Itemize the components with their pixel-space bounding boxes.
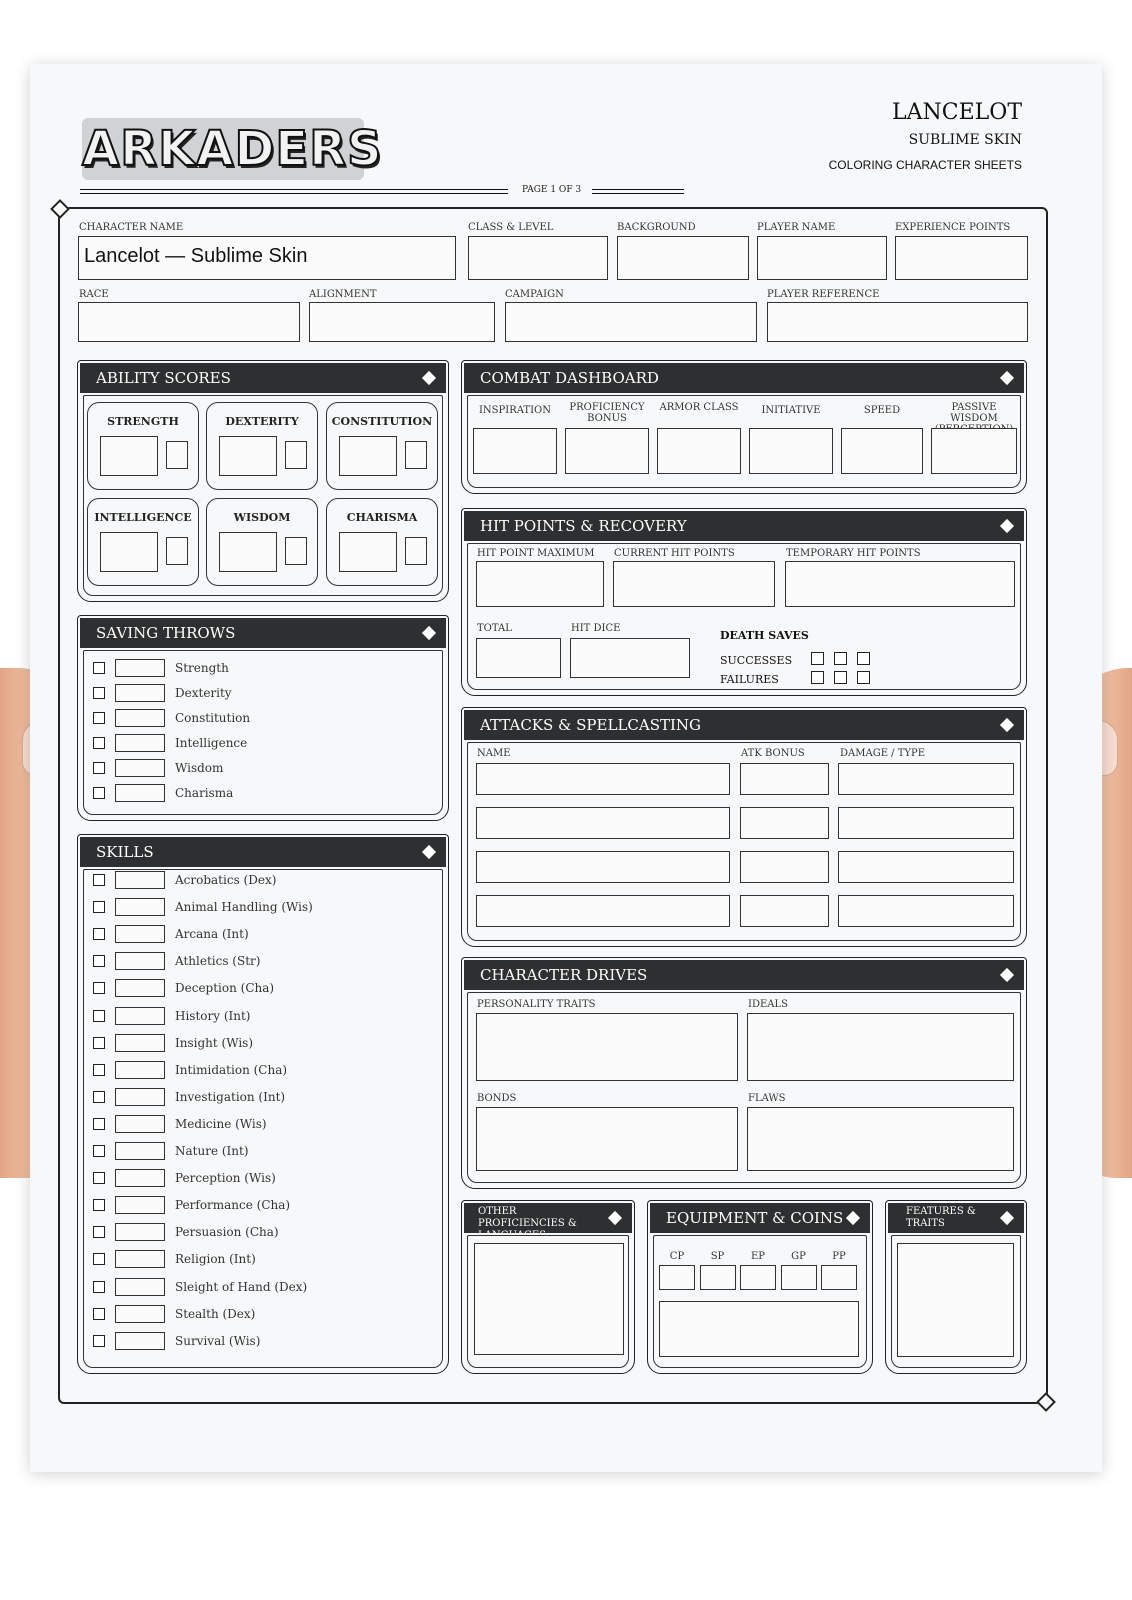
page-indicator: PAGE 1 OF 3 — [522, 185, 582, 195]
death-save-success-2[interactable] — [834, 652, 847, 665]
skill-checkbox[interactable] — [93, 1037, 105, 1049]
skill-checkbox[interactable] — [93, 1226, 105, 1238]
ability-modifier-field[interactable] — [285, 441, 307, 469]
ability-modifier-field[interactable] — [166, 537, 188, 565]
death-save-failure-1[interactable] — [811, 671, 824, 684]
ability-score-field[interactable] — [100, 532, 158, 572]
header-divider-left — [80, 189, 508, 194]
passive-wisdom-field[interactable] — [931, 428, 1017, 474]
death-save-failure-3[interactable] — [857, 671, 870, 684]
speed-field[interactable] — [841, 428, 923, 474]
proficiency-bonus-label: PROFICIENCY BONUS — [569, 402, 645, 424]
saving-throw-label: Charisma — [175, 786, 234, 800]
coin-field[interactable] — [781, 1265, 817, 1290]
hp-total-label: TOTAL — [477, 623, 512, 634]
skill-label: Survival (Wis) — [175, 1333, 261, 1348]
ability-name: DEXTERITY — [225, 415, 299, 428]
skill-checkbox[interactable] — [93, 1281, 105, 1293]
skill-value-field[interactable] — [115, 1007, 165, 1025]
skill-value-field[interactable] — [115, 1196, 165, 1214]
saving-throw-value-field[interactable] — [115, 659, 165, 677]
skill-label: History (Int) — [175, 1008, 251, 1023]
coin-label: CP — [669, 1251, 685, 1262]
hp-current-field[interactable] — [613, 561, 775, 607]
flaws-field[interactable] — [747, 1107, 1014, 1171]
equipment-header — [650, 1203, 870, 1233]
skill-checkbox[interactable] — [93, 1308, 105, 1320]
ability-score-field[interactable] — [339, 532, 397, 572]
ability-score-field[interactable] — [339, 436, 397, 476]
attack-damage-field[interactable] — [838, 851, 1014, 883]
skill-label: Sleight of Hand (Dex) — [175, 1279, 308, 1294]
coin-label: SP — [710, 1251, 725, 1262]
skill-label: Acrobatics (Dex) — [175, 873, 277, 887]
saving-throw-value-field[interactable] — [115, 759, 165, 777]
skill-checkbox[interactable] — [93, 1145, 105, 1157]
saving-throw-label: Dexterity — [175, 686, 232, 700]
ability-name: STRENGTH — [107, 415, 179, 428]
skill-checkbox[interactable] — [93, 955, 105, 967]
skill-value-field[interactable] — [115, 925, 165, 943]
skill-value-field[interactable] — [115, 952, 165, 970]
skills-title: SKILLS — [96, 843, 154, 861]
skill-checkbox[interactable] — [93, 1172, 105, 1184]
skill-checkbox[interactable] — [93, 874, 105, 886]
initiative-label: INITIATIVE — [761, 405, 821, 416]
death-save-success-1[interactable] — [811, 652, 824, 665]
bonds-label: BONDS — [477, 1093, 517, 1104]
ideals-label: IDEALS — [748, 999, 788, 1010]
combat-dashboard-title: COMBAT DASHBOARD — [480, 369, 659, 387]
diamond-icon — [608, 1211, 622, 1225]
personality-field[interactable] — [476, 1013, 738, 1081]
skill-label: Perception (Wis) — [175, 1171, 276, 1186]
ability-scores-header — [80, 363, 446, 393]
hp-temp-field[interactable] — [785, 561, 1015, 607]
features-header — [888, 1203, 1024, 1233]
attack-name-label: NAME — [477, 748, 511, 759]
race-field[interactable] — [78, 302, 300, 342]
skill-checkbox[interactable] — [93, 901, 105, 913]
skill-label: Athletics (Str) — [175, 954, 261, 969]
class-level-field[interactable] — [468, 236, 608, 280]
race-label: RACE — [79, 289, 109, 300]
skill-label: Arcana (Int) — [175, 927, 249, 942]
coin-field[interactable] — [700, 1265, 736, 1290]
death-save-success-3[interactable] — [857, 652, 870, 665]
attack-bonus-field[interactable] — [740, 895, 829, 927]
skill-checkbox[interactable] — [93, 1199, 105, 1211]
diamond-icon — [1000, 968, 1014, 982]
attack-damage-field[interactable] — [838, 895, 1014, 927]
combat-dashboard-header — [464, 363, 1024, 393]
skill-label: Insight (Wis) — [175, 1035, 253, 1050]
player-name-label: PLAYER NAME — [757, 222, 836, 233]
skill-label: Religion (Int) — [175, 1252, 256, 1267]
skill-label: Nature (Int) — [175, 1144, 249, 1158]
coin-field[interactable] — [740, 1265, 776, 1290]
skill-value-field[interactable] — [115, 1142, 165, 1160]
ability-score-field[interactable] — [100, 436, 158, 476]
skill-label: Stealth (Dex) — [175, 1306, 256, 1321]
saving-throw-label: Constitution — [175, 711, 251, 725]
ability-modifier-field[interactable] — [166, 441, 188, 469]
saving-throw-value-field[interactable] — [115, 684, 165, 702]
saving-throw-checkbox[interactable] — [93, 737, 105, 749]
skill-value-field[interactable] — [115, 898, 165, 916]
diamond-icon — [1000, 519, 1014, 533]
character-name-field[interactable]: Lancelot — Sublime Skin — [78, 236, 456, 280]
inspiration-label: INSPIRATION — [478, 405, 551, 416]
attack-name-field[interactable] — [476, 807, 730, 839]
ability-score-field[interactable] — [219, 532, 277, 572]
sheet-subtitle: SUBLIME SKIN — [908, 132, 1022, 148]
hp-current-label: CURRENT HIT POINTS — [614, 548, 735, 559]
skill-value-field[interactable] — [115, 979, 165, 997]
diamond-icon — [1000, 1211, 1014, 1225]
diamond-icon — [846, 1211, 860, 1225]
coin-field[interactable] — [821, 1265, 857, 1290]
experience-label: EXPERIENCE POINTS — [895, 222, 1011, 233]
ability-scores-title: ABILITY SCORES — [96, 369, 231, 387]
skill-value-field[interactable] — [115, 1223, 165, 1241]
player-reference-label: PLAYER REFERENCE — [767, 289, 880, 300]
saving-throws-header — [80, 618, 446, 648]
skill-checkbox[interactable] — [93, 982, 105, 994]
attack-damage-field[interactable] — [838, 807, 1014, 839]
character-name-label: CHARACTER NAME — [79, 222, 184, 233]
campaign-label: CAMPAIGN — [505, 289, 564, 300]
ability-charisma — [326, 498, 438, 586]
skill-label: Performance (Cha) — [175, 1198, 291, 1213]
ability-name: CONSTITUTION — [331, 415, 433, 428]
sheet-title: LANCELOT — [892, 100, 1022, 125]
saving-throw-value-field[interactable] — [115, 734, 165, 752]
skill-value-field[interactable] — [115, 1278, 165, 1296]
ability-name: WISDOM — [233, 511, 291, 524]
ability-strength — [87, 402, 199, 490]
saving-throw-checkbox[interactable] — [93, 762, 105, 774]
skill-value-field[interactable] — [115, 1332, 165, 1350]
saving-throw-value-field[interactable] — [115, 709, 165, 727]
saving-throw-checkbox[interactable] — [93, 687, 105, 699]
proficiency-bonus-field[interactable] — [565, 428, 649, 474]
equipment-title: EQUIPMENT & COINS — [666, 1209, 844, 1227]
skill-checkbox[interactable] — [93, 1335, 105, 1347]
experience-field[interactable] — [895, 236, 1028, 280]
proficiencies-header — [464, 1203, 632, 1241]
ability-name: CHARISMA — [346, 511, 418, 524]
ability-wisdom — [206, 498, 318, 586]
skill-value-field[interactable] — [115, 1115, 165, 1133]
ability-score-field[interactable] — [219, 436, 277, 476]
skill-label: Persuasion (Cha) — [175, 1225, 279, 1240]
attacks-header — [464, 710, 1024, 740]
skill-checkbox[interactable] — [93, 1118, 105, 1130]
ability-constitution — [326, 402, 438, 490]
saving-throw-checkbox[interactable] — [93, 712, 105, 724]
hit-points-title: HIT POINTS & RECOVERY — [480, 517, 687, 535]
bonds-field[interactable] — [476, 1107, 738, 1171]
successes-label: SUCCESSES — [720, 654, 793, 667]
armor-class-field[interactable] — [657, 428, 741, 474]
ability-dexterity — [206, 402, 318, 490]
skill-checkbox[interactable] — [93, 928, 105, 940]
skills-header — [80, 837, 446, 867]
hp-temp-label: TEMPORARY HIT POINTS — [786, 548, 921, 559]
diamond-icon — [422, 371, 436, 385]
skill-value-field[interactable] — [115, 1250, 165, 1268]
attack-damage-field[interactable] — [838, 763, 1014, 795]
speed-label: SPEED — [863, 405, 901, 416]
background-label: BACKGROUND — [617, 222, 696, 233]
hit-dice-field[interactable] — [570, 638, 690, 678]
attacks-title: ATTACKS & SPELLCASTING — [480, 716, 702, 734]
attack-bonus-label: ATK BONUS — [741, 748, 805, 759]
ability-modifier-field[interactable] — [405, 537, 427, 565]
flaws-label: FLAWS — [748, 1093, 786, 1104]
saving-throw-checkbox[interactable] — [93, 787, 105, 799]
ability-intelligence — [87, 498, 199, 586]
features-title: FEATURES & TRAITS — [906, 1206, 976, 1229]
diamond-icon — [422, 626, 436, 640]
proficiencies-title: OTHER PROFICIENCIES & LANGUAGES — [478, 1206, 577, 1241]
attack-name-field[interactable] — [476, 851, 730, 883]
background-field[interactable] — [617, 236, 749, 280]
player-reference-field[interactable] — [767, 302, 1028, 342]
equipment-field[interactable] — [659, 1301, 859, 1357]
diamond-icon — [1000, 718, 1014, 732]
skill-label: Investigation (Int) — [175, 1089, 286, 1104]
player-name-field[interactable] — [757, 236, 887, 280]
skill-value-field[interactable] — [115, 871, 165, 889]
saving-throw-value-field[interactable] — [115, 784, 165, 802]
saving-throw-label: Intelligence — [175, 736, 248, 750]
initiative-field[interactable] — [749, 428, 833, 474]
features-field[interactable] — [897, 1243, 1014, 1357]
diamond-icon — [422, 845, 436, 859]
saving-throw-label: Strength — [175, 661, 229, 675]
alignment-field[interactable] — [309, 302, 495, 342]
ability-modifier-field[interactable] — [405, 441, 427, 469]
hp-max-label: HIT POINT MAXIMUM — [477, 548, 595, 559]
failures-label: FAILURES — [720, 673, 779, 686]
skill-value-field[interactable] — [115, 1034, 165, 1052]
character-drives-header — [464, 960, 1024, 990]
attack-bonus-field[interactable] — [740, 763, 829, 795]
hit-points-header — [464, 511, 1024, 541]
death-saves-label: DEATH SAVES — [720, 629, 809, 642]
ability-modifier-field[interactable] — [285, 537, 307, 565]
saving-throws-title: SAVING THROWS — [96, 624, 236, 642]
alignment-label: ALIGNMENT — [309, 289, 377, 300]
attack-damage-label: DAMAGE / TYPE — [840, 748, 926, 759]
skill-checkbox[interactable] — [93, 1064, 105, 1076]
attack-bonus-field[interactable] — [740, 807, 829, 839]
diamond-icon — [1000, 371, 1014, 385]
character-drives-title: CHARACTER DRIVES — [480, 966, 648, 984]
attack-name-field[interactable] — [476, 763, 730, 795]
skill-label: Deception (Cha) — [175, 981, 275, 996]
personality-label: PERSONALITY TRAITS — [477, 999, 596, 1010]
campaign-field[interactable] — [505, 302, 757, 342]
ability-name: INTELLIGENCE — [94, 511, 192, 524]
attack-bonus-field[interactable] — [740, 851, 829, 883]
hit-dice-label: HIT DICE — [571, 623, 621, 634]
skill-checkbox[interactable] — [93, 1091, 105, 1103]
coin-label: EP — [750, 1251, 766, 1262]
sheet-series: COLORING CHARACTER SHEETS — [828, 158, 1022, 172]
skill-label: Intimidation (Cha) — [175, 1062, 288, 1077]
header-divider-right — [592, 189, 684, 194]
coin-field[interactable] — [659, 1265, 695, 1290]
saving-throw-checkbox[interactable] — [93, 662, 105, 674]
skill-value-field[interactable] — [115, 1061, 165, 1079]
skill-value-field[interactable] — [115, 1305, 165, 1323]
hp-total-field[interactable] — [476, 638, 561, 678]
saving-throw-label: Wisdom — [175, 761, 224, 775]
death-save-failure-2[interactable] — [834, 671, 847, 684]
passive-wisdom-label: PASSIVE WISDOM — [950, 402, 998, 424]
armor-class-label: ARMOR CLASS — [659, 402, 739, 413]
ideals-field[interactable] — [747, 1013, 1014, 1081]
coin-label: PP — [832, 1251, 846, 1262]
attack-name-field[interactable] — [476, 895, 730, 927]
skill-value-field[interactable] — [115, 1088, 165, 1106]
inspiration-field[interactable] — [473, 428, 557, 474]
brand-logo: ARKADERS — [82, 118, 364, 180]
skill-value-field[interactable] — [115, 1169, 165, 1187]
skill-checkbox[interactable] — [93, 1010, 105, 1022]
skill-checkbox[interactable] — [93, 1253, 105, 1265]
skill-label: Animal Handling (Wis) — [175, 900, 313, 915]
skill-label: Medicine (Wis) — [175, 1116, 267, 1131]
class-level-label: CLASS & LEVEL — [468, 222, 554, 233]
proficiencies-field[interactable] — [474, 1243, 624, 1355]
hp-max-field[interactable] — [476, 561, 604, 607]
coin-label: GP — [791, 1251, 806, 1262]
